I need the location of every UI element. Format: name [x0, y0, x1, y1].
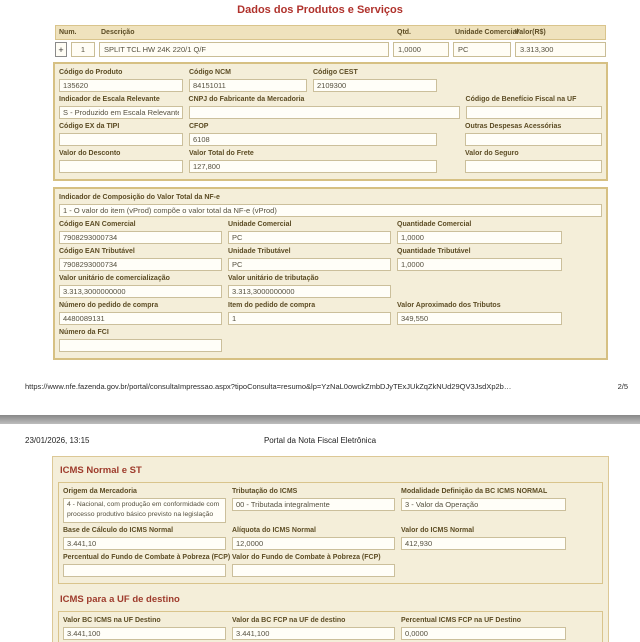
quantidade-comercial-input[interactable]: [397, 231, 562, 244]
bc-fcp-uf-destino-input[interactable]: [232, 627, 395, 640]
print-header: [0, 436, 640, 448]
col-header-num: Num.: [59, 29, 77, 36]
field-ex-tipi: [59, 123, 183, 146]
cell-item-number: 1: [71, 42, 95, 57]
indicador-escala-input[interactable]: [59, 106, 183, 119]
base-calculo-icms-input[interactable]: [63, 537, 226, 550]
expand-row-button[interactable]: [55, 42, 67, 57]
field-label: CNPJ do Fabricante da Mercadoria: [188, 96, 305, 103]
field-label: CFOP: [189, 123, 209, 130]
field-ean-tributavel: [59, 248, 222, 271]
field-numero-pedido: [59, 302, 222, 325]
products-table-header: [55, 25, 606, 40]
field-label: Unidade Comercial: [228, 221, 292, 228]
field-label: Código EAN Comercial: [59, 221, 136, 228]
field-label: Indicador de Escala Relevante: [59, 96, 160, 103]
page-divider: [0, 415, 640, 424]
percentual-fcp-input[interactable]: [63, 564, 226, 577]
field-percentual-fcp: [63, 554, 231, 577]
field-label: Percentual ICMS FCP na UF Destino: [401, 617, 522, 624]
cnpj-fabricante-input[interactable]: [189, 106, 460, 119]
footer-page-number: 2/5: [617, 382, 628, 391]
cell-description: SPLIT TCL HW 24K 220/1 Q/F: [99, 42, 389, 57]
field-label: Base de Cálculo do ICMS Normal: [63, 527, 174, 534]
field-item-pedido: [228, 302, 391, 325]
ex-tipi-input[interactable]: [59, 133, 183, 146]
field-label: Número do pedido de compra: [59, 302, 159, 309]
numero-pedido-input[interactable]: [59, 312, 222, 325]
field-codigo-cest: [313, 69, 437, 92]
origem-mercadoria-input[interactable]: 4 - Nacional, com produção em conformidade com processo produtivo básico previsto na legislação: [63, 498, 226, 523]
col-header-unidade: Unidade Comercial: [455, 29, 519, 36]
field-label: Percentual do Fundo de Combate à Pobreza (FCP): [63, 554, 231, 561]
field-codigo-produto: [59, 69, 183, 92]
field-valor-fcp: [232, 554, 395, 577]
field-aliquota-icms: [232, 527, 395, 550]
header-datetime: 23/01/2026, 13:15: [25, 436, 90, 445]
field-quantidade-comercial: [397, 221, 562, 244]
field-modalidade-bc: [401, 488, 566, 511]
col-header-descricao: Descrição: [101, 29, 135, 36]
pdf-page-2: [0, 424, 640, 642]
valor-seguro-input[interactable]: [465, 160, 602, 173]
beneficio-fiscal-input[interactable]: [466, 106, 602, 119]
modalidade-bc-input[interactable]: [401, 498, 566, 511]
valor-aproximado-tributos-input[interactable]: [397, 312, 562, 325]
field-cfop: [189, 123, 437, 146]
unidade-comercial-input[interactable]: [228, 231, 391, 244]
field-unidade-comercial: [228, 221, 391, 244]
valor-unitario-tributacao-input[interactable]: [228, 285, 391, 298]
field-label: Origem da Mercadoria: [63, 488, 137, 495]
icms-normal-fieldset: [58, 482, 603, 584]
field-valor-unitario-tributacao: [228, 275, 391, 298]
cfop-input[interactable]: [189, 133, 437, 146]
field-label: Alíquota do ICMS Normal: [232, 527, 316, 534]
field-numero-fci: [59, 329, 222, 352]
page-title: Dados dos Produtos e Serviços: [237, 4, 403, 16]
field-label: Valor Aproximado dos Tributos: [397, 302, 501, 309]
field-unidade-tributavel: [228, 248, 391, 271]
field-codigo-ncm: [189, 69, 307, 92]
field-label: Tributação do ICMS: [232, 488, 298, 495]
field-label: Outras Despesas Acessórias: [465, 123, 562, 130]
field-label: Valor unitário de tributação: [228, 275, 319, 282]
icms-destino-heading: ICMS para a UF de destino: [60, 594, 180, 605]
cell-value: 3.313,300: [515, 42, 606, 57]
field-origem-mercadoria: [63, 488, 226, 523]
field-label: Valor Total do Frete: [189, 150, 254, 157]
field-base-calculo-icms: [63, 527, 226, 550]
field-indicador-composicao: [59, 194, 602, 217]
field-valor-icms: [401, 527, 566, 550]
outras-despesas-input[interactable]: [465, 133, 602, 146]
table-row: [55, 42, 606, 57]
field-bc-fcp-uf-destino: [232, 617, 395, 640]
field-label: Código NCM: [189, 69, 231, 76]
field-ean-comercial: [59, 221, 222, 244]
ean-comercial-input[interactable]: [59, 231, 222, 244]
codigo-cest-input[interactable]: [313, 79, 437, 92]
field-label: Valor da BC FCP na UF de destino: [232, 617, 346, 624]
header-title: Portal da Nota Fiscal Eletrônica: [263, 436, 377, 445]
field-label: Valor unitário de comercialização: [59, 275, 170, 282]
field-outras-despesas: [465, 123, 602, 146]
field-quantidade-tributavel: [397, 248, 562, 271]
cell-unit: PC: [453, 42, 511, 57]
product-codes-section: [53, 62, 608, 181]
field-valor-unitario-comercializacao: [59, 275, 222, 298]
products-table: [55, 25, 606, 57]
numero-fci-input[interactable]: [59, 339, 222, 352]
field-label: Valor do ICMS Normal: [401, 527, 475, 534]
col-header-valor: Valor(R$): [515, 29, 546, 36]
field-valor-frete: [189, 150, 437, 173]
footer-url: https://www.nfe.fazenda.gov.br/portal/consultaImpressao.aspx?tipoConsulta=resumo&lp=YzNaL0owckZmbDJyTExJUkZqZkNUd29QV3JsdXp2b…: [25, 382, 512, 391]
quantidade-tributavel-input[interactable]: [397, 258, 562, 271]
field-label: Código de Benefício Fiscal na UF: [465, 96, 577, 103]
valor-desconto-input[interactable]: [59, 160, 183, 173]
col-header-qtd: Qtd.: [397, 29, 411, 36]
unidade-tributavel-input[interactable]: [228, 258, 391, 271]
icms-section: [52, 456, 609, 642]
field-valor-desconto: [59, 150, 183, 173]
item-pedido-input[interactable]: [228, 312, 391, 325]
field-label: Código do Produto: [59, 69, 123, 76]
field-tributacao-icms: [232, 488, 395, 511]
valor-unitario-comercializacao-input[interactable]: [59, 285, 222, 298]
field-label: Número da FCI: [59, 329, 109, 336]
tributacao-icms-input[interactable]: [232, 498, 395, 511]
cell-quantity: 1,0000: [393, 42, 449, 57]
field-percentual-fcp-uf-destino: [401, 617, 566, 640]
indicador-composicao-input[interactable]: [59, 204, 602, 217]
percentual-fcp-uf-destino-input[interactable]: [401, 627, 566, 640]
field-bc-icms-uf-destino: [63, 617, 226, 640]
codigo-ncm-input[interactable]: [189, 79, 307, 92]
field-valor-seguro: [465, 150, 602, 173]
field-label: Valor do Fundo de Combate à Pobreza (FCP): [232, 554, 381, 561]
field-label: Código CEST: [313, 69, 358, 76]
valor-fcp-input[interactable]: [232, 564, 395, 577]
plus-icon: +: [58, 44, 64, 55]
field-label: Valor do Desconto: [59, 150, 121, 157]
field-label: Modalidade Definição da BC ICMS NORMAL: [401, 488, 548, 495]
bc-icms-uf-destino-input[interactable]: [63, 627, 226, 640]
field-label: Código EAN Tributável: [59, 248, 135, 255]
field-label: Quantidade Tributável: [397, 248, 471, 255]
field-label: Item do pedido de compra: [228, 302, 316, 309]
ean-tributavel-input[interactable]: [59, 258, 222, 271]
field-cnpj-fabricante: [189, 96, 460, 119]
print-footer: [25, 382, 628, 391]
field-beneficio-fiscal: [466, 96, 602, 119]
field-label: Código EX da TIPI: [59, 123, 120, 130]
field-label: Valor BC ICMS na UF Destino: [63, 617, 161, 624]
product-values-section: [53, 187, 608, 360]
field-label: Valor do Seguro: [465, 150, 519, 157]
valor-icms-input[interactable]: [401, 537, 566, 550]
field-indicador-escala: [59, 96, 183, 119]
codigo-produto-input[interactable]: [59, 79, 183, 92]
icms-destino-fieldset: [58, 611, 603, 642]
field-label: Quantidade Comercial: [397, 221, 472, 228]
field-valor-aproximado-tributos: [397, 302, 562, 325]
valor-frete-input[interactable]: [189, 160, 437, 173]
field-label: Unidade Tributável: [228, 248, 291, 255]
aliquota-icms-input[interactable]: [232, 537, 395, 550]
icms-normal-heading: ICMS Normal e ST: [60, 465, 142, 476]
field-label: Indicador de Composição do Valor Total da NF-e: [59, 194, 220, 201]
